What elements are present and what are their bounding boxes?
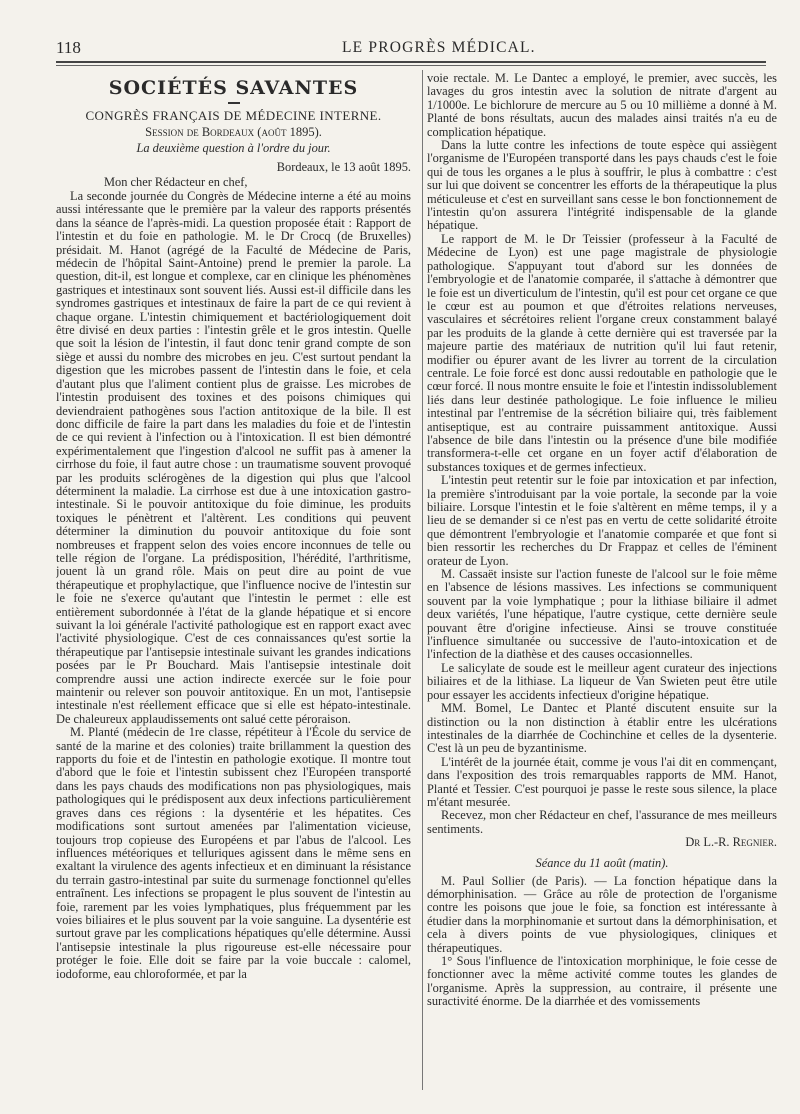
title-dash — [228, 102, 240, 104]
paragraph: Dans la lutte contre les infections de toute espèce qui assiègent l'organisme de l'Européen transporté dans les pays chauds c'est le foie qui de tous les organes a le plus à souffrir, le plus à combattre : c'est sur lui que doivent se concentrer les efforts de la thérapeutique la plus méticuleuse et c'est en surveillant sans cesse le bon fonctionnement de l'intestin qu'on assurera l'intégrité indispensable de la glande hépatique. — [427, 138, 777, 233]
running-title: LE PROGRÈS MÉDICAL. — [342, 39, 536, 56]
paragraph: Le salicylate de soude est le meilleur agent curateur des injections biliaires et de la lithiase. La liqueur de Van Swieten peut être utile pour essayer les accidents infectieux d'origine hépatique. — [427, 660, 777, 702]
paragraph: L'intérêt de la journée était, comme je vous l'ai dit en commençant, dans l'exposition des trois remarquables rapports de MM. Hanot, Planté et Tessier. C'est pourquoi je passe le reste sous silence, la place m'étant mesurée. — [427, 754, 777, 809]
page-number: 118 — [56, 38, 81, 57]
paragraph: 1° Sous l'influence de l'intoxication morphinique, le foie cesse de fonctionner avec la même activité comme toutes les glandes de l'organisme. Après la suppression, au contraire, il présente une suractivité énorme. De la diarrhée et des vomissements — [427, 954, 777, 1009]
salutation: Mon cher Rédacteur en chef, — [104, 175, 248, 189]
left-column — [56, 72, 411, 1092]
paragraph-continued: voie rectale. M. Le Dantec a employé, le premier, avec succès, les lavages du gros intestin avec la solution de nitrate d'argent au 1/1000e. Le bichlorure de mercure au 5 ou 10 millième a donné à M. Planté de bons résultats, aucun des malades ainsi traités n'a eu de complication hépatique. — [427, 72, 777, 139]
column-divider — [422, 70, 423, 1090]
paragraph-plante: M. Planté (médecin de 1re classe, répétiteur à l'École du service de santé de la marine et des colonies) traite brillamment la question des rapports du foie et de l'intestin en pathologie exotique. Il montre tout d'abord que le foie et l'intestin subissent chez l'Européen transporté dans les pays chauds des modifications non pas physiologiques, mais pathologiques qui le prédisposent aux deux infections particulièrement graves dans ces régions : la dysentérie et les hépatites. Ces modifications sont surtout amenées par l'alimentation vicieuse, toujours trop copieuse des Européens et par l'abus de l'alcool. Les influences météoriques et telluriques agissent dans le même sens en exaltant la virulence des agents infectieux et en diminuant la résistance du terrain gastro-intestinal par suite du surmenage fonctionnel qu'elles entraînent. Les infections se propagent le plus souvent de l'intestin au foie, rarement par les voies lymphatiques, plus fréquemment par les voies biliaires et le plus souvent par la voie sanguine. La dysentérie est surtout grave par les complications hépatiques qu'elle détermine. Aussi l'antisepsie intestinale la plus rigoureuse est-elle nécessaire pour protéger le foie. Elle doit se faire par la voie buccale : calomel, iodoforme, eau chloroformée, et par la — [56, 725, 411, 981]
header-rule-thin — [56, 65, 766, 66]
paragraph-sollier: M. Paul Sollier (de Paris). — La fonction hépatique dans la démorphinisation. — Grâce au rôle de protection de l'organisme contre les poisons que joue le foie, sa fonction est intéressante à étudier dans la morphinomanie et surtout dans la démorphinisation, et cela à divers points de vue physiologiques, cliniques et thérapeutiques. — [427, 873, 777, 955]
signature: Dr L.-R. Regnier. — [685, 835, 777, 850]
paragraph-closing: Recevez, mon cher Rédacteur en chef, l'assurance de mes meilleurs sentiments. — [427, 808, 777, 836]
paragraph: L'intestin peut retentir sur le foie par intoxication et par infection, la première s'introduisant par la voie portale, la seconde par la voie biliaire. Lorsque l'intestin et le foie s'altèrent en même temps, il y a lieu de se demander si ce n'est pas en vertu de cette solidarité étroite que démontrent l'embryologie et l'anatomie comparée et que font si bien ressortir les recherches du Dr Frappaz et celles de l'éminent orateur de Lyon. — [427, 473, 777, 568]
paragraph: MM. Bomel, Le Dantec et Planté discutent ensuite sur la distinction ou la non distinction à établir entre les ulcérations intestinales de la diarrhée de Cochinchine et celles de la dysenterie. C'est là un peu de byzantinisme. — [427, 701, 777, 756]
session-line: Session de Bordeaux (août 1895). — [145, 125, 322, 139]
seance-heading: Séance du 11 août (matin). — [535, 855, 669, 870]
question-line: La deuxième question à l'ordre du jour. — [136, 141, 331, 155]
paragraph-hanot: La seconde journée du Congrès de Médecine interne a été au moins aussi intéressante que le première par la valeur des rapports présentés dans la séance de l'après-midi. La question proposée était : Rapport de l'intestin et du foie en pathologie. M. le Dr Crocq (de Bruxelles) présidait. M. Hanot (agrégé de la Faculté de Médecine de Paris, médecin de l'hôpital Saint-Antoine) prend le premier la parole. La question, dit-il, est longue et complexe, car en clinique les phénomènes gastriques et intestinaux sont souvent liés. Aussi est-il difficile dans les syndromes gastriques et intestinaux de faire la part de ce qui revient à chaque organe. L'intestin chimiquement et bactériologiquement doit être divisé en deux parties : l'intestin grêle et le gros intestin. Quelle que soit la lésion de l'intestin, il faut donc tenir grand compte de son siège et aussi du nombre des microbes en jeu. C'est surtout pendant la digestion que les microbes passent de l'intestin dans le foie, et cela d'autant plus que l'aliment contient plus de graisse. Les microbes de l'intestin produisent des toxines et des poisons chimiques qui deviendraient pathogènes sous l'action antitoxique de la bile. Il est donc difficile de faire la part dans les maladies du foie et de l'intestin de ce qui revient à l'infection ou à l'intoxication. Il est bien démontré expérimentalement que l'ingestion d'alcool ne suffit pas à amener la cirrhose du foie, il faut autre chose : un traumatisme souvent provoqué par les produits sclérogènes de la digestion qui plus que l'alcool déterminent la maladie. La cirrhose est due à une intoxication gastro-intestinale. Si le pouvoir antitoxique du foie diminue, les produits toxiques le pénètrent et l'altèrent. Les conditions qui peuvent déterminer la diminution du pouvoir antitoxique du foie sont nombreuses et frappent selon des voies encore inconnues de telle ou telle région de l'organe. La prédisposition, l'hérédité, l'arthritisme, jouent là un grand rôle. Mais on peut dire au point de vue thérapeutique et prophylactique, que l'influence nocive de l'intestin sur le foie ne s'exerce qu'autant que l'intestin le permet : elle est entièrement subordonnée à l'état de la glande hépatique et si encore suivant la loi générale l'activité pathologique est en rapport exact avec l'activité physiologique. C'est de ces connaissances qu'est sortie la thérapeutique par l'antisepsie intestinale suivant les grandes indications posées par le Pr Bouchard. Mais l'antisepsie intestinale doit comprendre aussi une action indirecte exercée sur le foie pour maintenir ou relever son pouvoir antitoxique. En un mot, l'antisepsie intestinale n'est réellement efficace que si elle est hépato-intestinale. De chaleureux applaudissements ont salué cette péroraison. — [56, 189, 411, 726]
running-header — [56, 38, 766, 60]
right-column — [427, 72, 777, 1092]
section-title: SOCIÉTÉS SAVANTES — [108, 77, 359, 99]
dateline: Bordeaux, le 13 août 1895. — [276, 160, 411, 174]
paragraph: M. Cassaët insiste sur l'action funeste de l'alcool sur le foie même en l'absence de lésions massives. Les infections se communiquent souvent par la voie lymphatique ; pour la lithiase biliaire il admet deux variétés, l'une hépatique, l'autre cystique, cette dernière seule pouvant être d'origine infectieuse. Ainsi se trouve constituée l'influence simultanée ou successive de l'auto-intoxication et de l'infection de la diathèse et des causes occasionnelles. — [427, 567, 777, 662]
congress-title: CONGRÈS FRANÇAIS DE MÉDECINE INTERNE. — [85, 108, 382, 123]
header-rule-thick — [56, 61, 766, 63]
paragraph: Le rapport de M. le Dr Teissier (professeur à la Faculté de Médecine de Lyon) est une page magistrale de physiologie pathologique. S'appuyant tout d'abord sur les données de l'embryologie et de l'anatomie comparée, il s'attache à démontrer que le foie est un diverticulum de l'intestin, qu'il est pour cet organe ce que le cœur est au poumon et que d'étroites relations nerveuses, vasculaires et sécrétoires relient l'organe creux constamment balayé par les produits de la glande à cette dernière qui est traversée par la majeure partie des matériaux de nutrition qu'il lui faut retenir, modifier ou épurer avant de les livrer au torrent de la circulation centrale. Le foie forcé est donc aussi redoutable en pathologie que le cœur forcé. Il nous montre ensuite le foie et l'intestin indissolublement liés dans leur destinée pathologique. Le foie influence le milieu intestinal par l'entremise de la sécrétion biliaire qui, très faiblement antiseptique, est au contraire puissamment antitoxique. Aussi l'absence de bile dans l'intestin ou la présence d'une bile modifiée transformera-t-elle cet organe en un foyer actif d'élaboration de substances toxiques et de germes infectieux. — [427, 231, 777, 474]
